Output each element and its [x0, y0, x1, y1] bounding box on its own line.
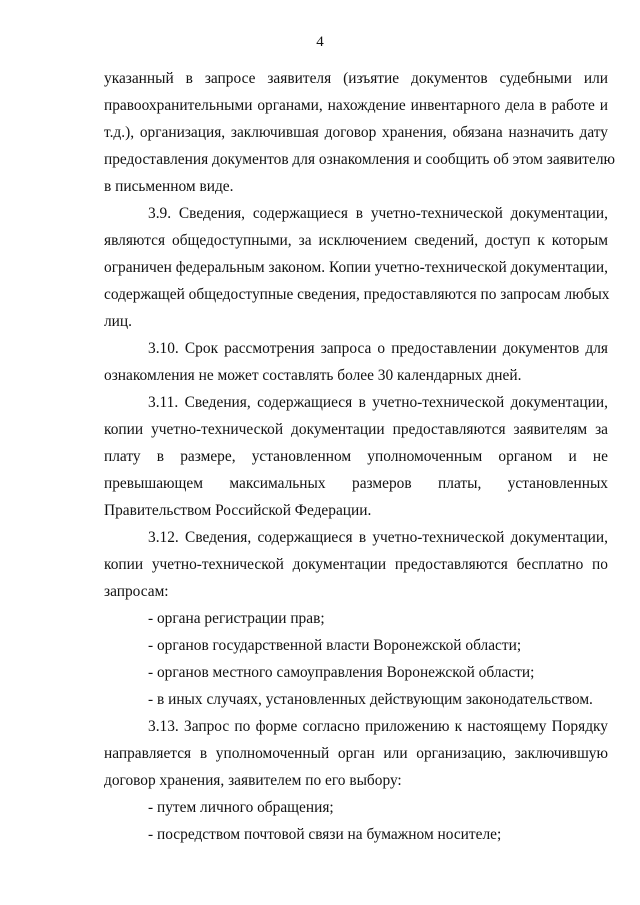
- text-line: т.д.), организация, заключившая договор хранения, обязана назначить дату: [104, 124, 608, 141]
- text-line: в письменном виде.: [104, 178, 234, 195]
- text-line: ограничен федеральным законом. Копии учетно-технической документации,: [104, 259, 608, 276]
- text-line: превышающем максимальных размеров платы, установленных: [104, 475, 608, 492]
- text-line: Правительством Российской Федерации.: [104, 502, 372, 519]
- text-line: указанный в запросе заявителя (изъятие документов судебными или: [104, 70, 608, 87]
- list-item: - органа регистрации прав;: [148, 610, 325, 627]
- text-line: лиц.: [104, 313, 133, 330]
- list-item: - путем личного обращения;: [148, 799, 334, 816]
- text-line: правоохранительными органами, нахождение инвентарного дела в работе и: [104, 97, 608, 114]
- text-line: 3.9. Сведения, содержащиеся в учетно-технической документации,: [148, 205, 608, 222]
- list-item: - посредством почтовой связи на бумажном носителе;: [148, 826, 502, 843]
- text-line: содержащей общедоступные сведения, предоставляются по запросам любых: [104, 286, 610, 303]
- text-line: плату в размере, установленном уполномоченным органом и не: [104, 448, 608, 465]
- text-line: 3.10. Срок рассмотрения запроса о предоставлении документов для: [148, 340, 608, 357]
- text-line: 3.12. Сведения, содержащиеся в учетно-технической документации,: [148, 529, 608, 546]
- text-line: 3.11. Сведения, содержащиеся в учетно-технической документации,: [148, 394, 608, 411]
- text-line: 3.13. Запрос по форме согласно приложению к настоящему Порядку: [148, 718, 608, 735]
- page-number: 4: [316, 34, 324, 50]
- text-line: направляется в уполномоченный орган или организацию, заключившую: [104, 745, 608, 762]
- list-item: - органов государственной власти Воронежской области;: [148, 637, 522, 654]
- list-item: - органов местного самоуправления Воронежской области;: [148, 664, 535, 681]
- text-line: копии учетно-технической документации предоставляются бесплатно по: [104, 556, 608, 573]
- text-line: являются общедоступными, за исключением сведений, доступ к которым: [104, 232, 608, 249]
- text-line: копии учетно-технической документации предоставляются заявителям за: [104, 421, 608, 438]
- text-line: ознакомления не может составлять более 30 календарных дней.: [104, 367, 522, 384]
- list-item: - в иных случаях, установленных действующим законодательством.: [148, 691, 593, 708]
- text-line: запросам:: [104, 583, 169, 600]
- text-line: предоставления документов для ознакомления и сообщить об этом заявителю: [104, 151, 616, 168]
- text-line: договор хранения, заявителем по его выбору:: [104, 772, 402, 789]
